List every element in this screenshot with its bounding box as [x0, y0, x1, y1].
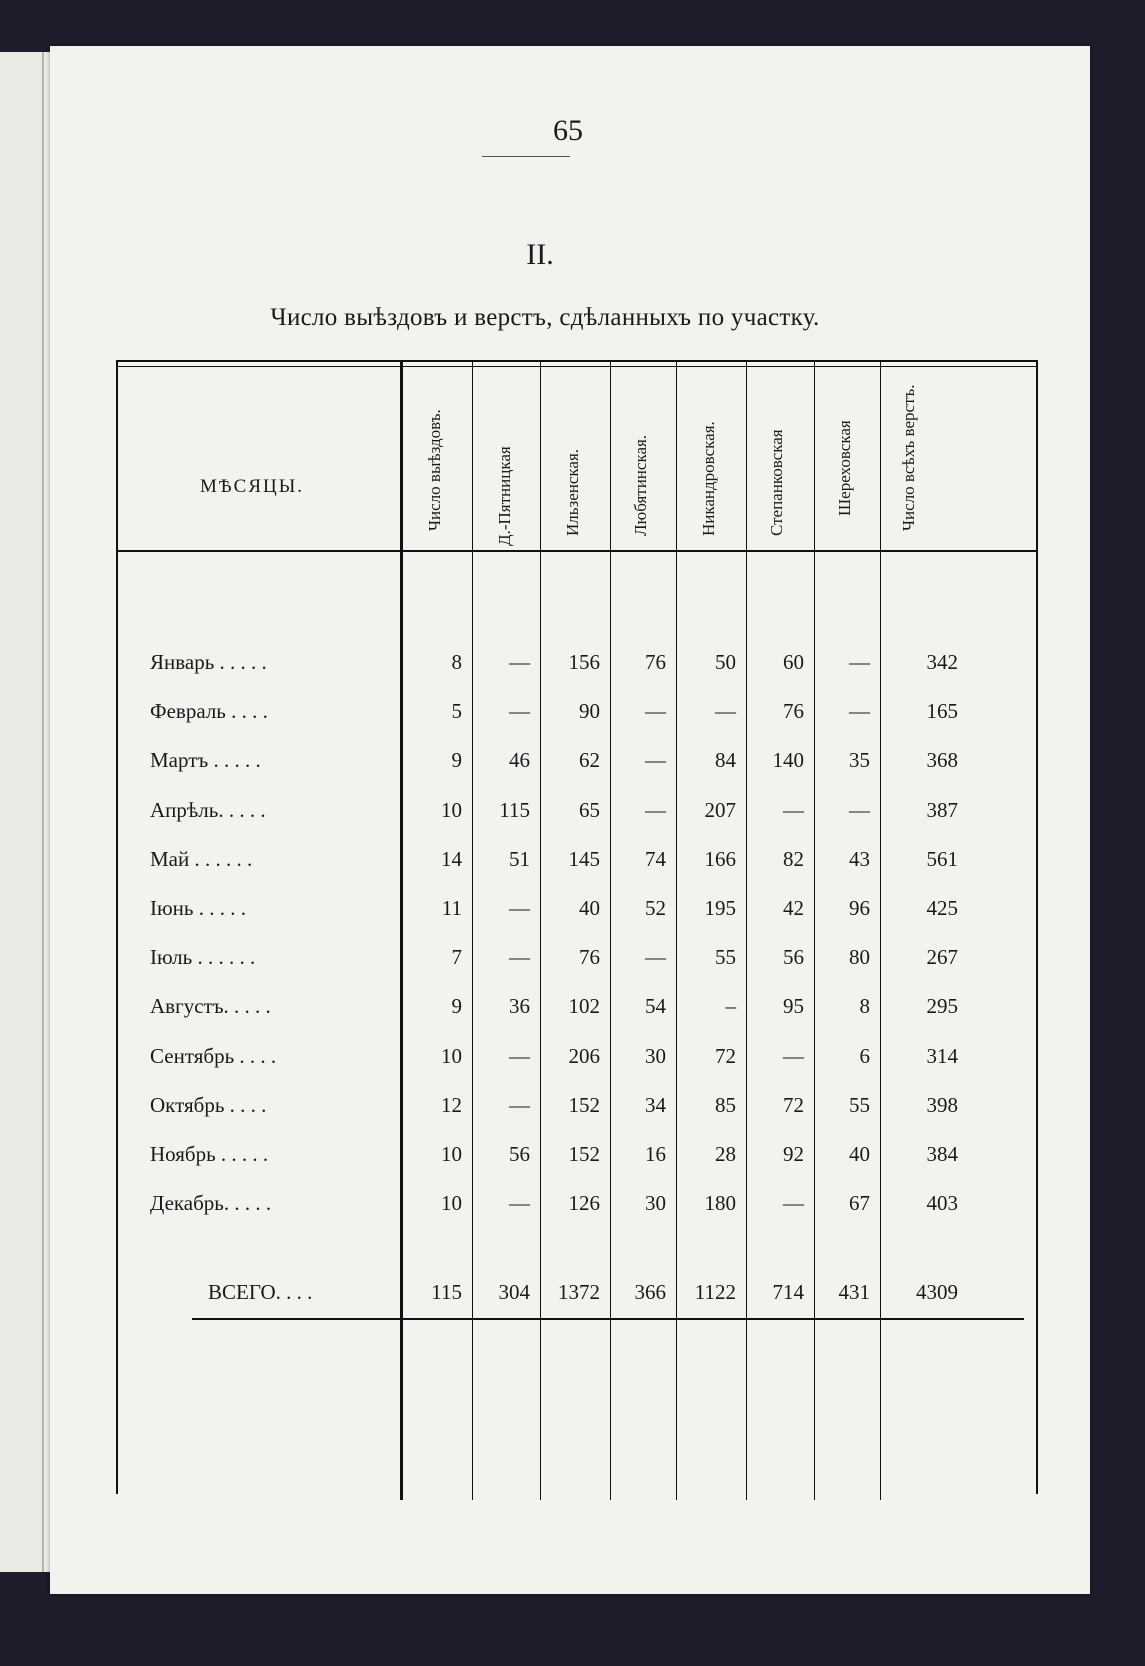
table-cell: 42: [783, 896, 804, 920]
table-cell: 67: [849, 1191, 870, 1216]
table-cell: 85: [715, 1092, 736, 1117]
table-cell: —: [509, 896, 530, 920]
table-row-label: Апрѣль. . . . .: [150, 797, 266, 822]
table-cell: 403: [926, 1191, 958, 1216]
table-cell: 115: [431, 1280, 462, 1304]
column-divider: [610, 360, 611, 1500]
table-cell: —: [509, 699, 530, 724]
table-cell: –: [725, 994, 736, 1019]
table-row-label: Сентябрь . . . .: [150, 1043, 277, 1068]
table-cell: 54: [645, 994, 666, 1019]
table-cell: 76: [783, 699, 804, 724]
facing-page-edge: [0, 52, 50, 1572]
table-right-border: [1036, 360, 1038, 1494]
table-cell: 195: [704, 896, 736, 920]
table-cell: 56: [509, 1142, 530, 1166]
table-cell: —: [509, 1043, 530, 1068]
table-cell: 56: [783, 945, 804, 970]
page-number-rule: [482, 156, 570, 157]
table-cell: 126: [568, 1191, 600, 1216]
table-cell: 102: [568, 994, 600, 1019]
table-cell: —: [715, 699, 736, 724]
table-left-border: [116, 360, 118, 1494]
column-divider: [472, 360, 473, 1500]
document-page: 65 II. Число выѣздовъ и верстъ, сдѣланныхъ по участку. МѢСЯЦЫ. Число выѣздовъ. Д.-Пятницкая Ильзенская. Любятинская. Никандровская. Степанковская Шереховская Число всѣхъ верстъ. Январь . . . . . 8 — 156 76 50 60 — 342 Февраль . . . . 5 — 90 — — 76 — 165 Мартъ . . . . . 9 46 62 — 84 140 35 368 Апрѣль. . . . . 10 115 65 — 207 — — 387 Май . . . . . . 14 51 145 74 166 82 43 561 Іюнь . . . . . 11 — 40 52 195 42 96 425 Іюль . . . . . . 7 — 76 — 55 56 80 267 Августъ. . . . . 9 36 102 54 – 95 8 295 Сентябрь . . . . 10 — 206 30 72 — 6 314 Октябрь . . . . 12 — 152 34 85 72 55 398 Ноябрь . . . . . 10 56 152 16 28 92 40 384 Декабрь. . . . . 10 — 126 30 180 — 67 403 ВСЕГО. . . . 115 304 1372 366 1122 714 431 4309: [50, 46, 1090, 1594]
table-cell: 10: [441, 1043, 462, 1068]
table-cell: 55: [715, 945, 736, 970]
table-cell: 65: [579, 797, 600, 822]
table-cell: 156: [568, 650, 600, 674]
table-cell: 165: [926, 699, 958, 724]
table-cell: 11: [441, 896, 462, 920]
table-row-label: Январь . . . . .: [150, 650, 267, 674]
table-cell: 40: [849, 1142, 870, 1166]
table-cell: 51: [509, 846, 530, 871]
months-column-header: МѢСЯЦЫ.: [200, 476, 305, 497]
table-cell: 1122: [694, 1280, 736, 1304]
table-cell: —: [645, 945, 666, 970]
table-cell: —: [509, 1191, 530, 1216]
table-cell: 6: [859, 1043, 870, 1068]
table-cell: 36: [509, 994, 530, 1019]
table-top-rule: [116, 366, 1038, 367]
table-row-label: Іюнь . . . . .: [150, 896, 246, 920]
table-cell: 398: [926, 1092, 958, 1117]
table-cell: —: [783, 1043, 804, 1068]
table-cell: 9: [451, 994, 462, 1019]
table-cell: —: [849, 797, 870, 822]
table-cell: —: [645, 797, 666, 822]
table-cell: 10: [441, 1142, 462, 1166]
table-cell: 40: [579, 896, 600, 920]
table-cell: —: [509, 945, 530, 970]
table-cell: 152: [568, 1142, 600, 1166]
table-cell: 10: [441, 797, 462, 822]
table-cell: 140: [772, 748, 804, 773]
table-cell: 74: [645, 846, 666, 871]
table-cell: 206: [568, 1043, 600, 1068]
table-row-label: Февраль . . . .: [150, 699, 268, 724]
table-cell: 7: [451, 945, 462, 970]
table-cell: 304: [498, 1280, 530, 1304]
table-cell: 5: [451, 699, 462, 724]
column-divider: [746, 360, 747, 1500]
table-cell: 90: [579, 699, 600, 724]
table-cell: 714: [772, 1280, 804, 1304]
table-row-label: Ноябрь . . . . .: [150, 1142, 269, 1166]
table-cell: —: [645, 748, 666, 773]
table-cell: 14: [441, 846, 462, 871]
table-cell: 92: [783, 1142, 804, 1166]
table-cell: 180: [704, 1191, 736, 1216]
table-cell: —: [849, 650, 870, 674]
table-cell: —: [509, 1092, 530, 1117]
table-cell: 295: [926, 994, 958, 1019]
column-divider: [540, 360, 541, 1500]
table-cell: 28: [715, 1142, 736, 1166]
table-cell: 62: [579, 748, 600, 773]
total-row-label: ВСЕГО. . . .: [208, 1280, 313, 1304]
table-cell: 561: [926, 846, 958, 871]
table-cell: 387: [926, 797, 958, 822]
table-cell: —: [645, 699, 666, 724]
table-row-label: Мартъ . . . . .: [150, 748, 261, 773]
table-cell: 30: [645, 1043, 666, 1068]
table-cell: 115: [499, 797, 530, 822]
table-cell: 342: [926, 650, 958, 674]
table-cell: 76: [645, 650, 666, 674]
table-cell: 4309: [916, 1280, 958, 1304]
table-cell: 43: [849, 846, 870, 871]
table-cell: 1372: [558, 1280, 600, 1304]
table-cell: 84: [715, 748, 736, 773]
table-cell: 52: [645, 896, 666, 920]
table-cell: 35: [849, 748, 870, 773]
table-cell: 50: [715, 650, 736, 674]
table-row-label: Декабрь. . . . .: [150, 1191, 272, 1216]
table-cell: 166: [704, 846, 736, 871]
table-cell: —: [849, 699, 870, 724]
table-cell: 267: [926, 945, 958, 970]
table-cell: 60: [783, 650, 804, 674]
table-cell: 366: [634, 1280, 666, 1304]
table-cell: 55: [849, 1092, 870, 1117]
table-cell: 96: [849, 896, 870, 920]
table-cell: 9: [451, 748, 462, 773]
table-cell: 72: [715, 1043, 736, 1068]
table-cell: 10: [441, 1191, 462, 1216]
table-cell: 16: [645, 1142, 666, 1166]
table-cell: 34: [645, 1092, 666, 1117]
page-number: 65: [553, 114, 583, 147]
table-cell: 46: [509, 748, 530, 773]
table-cell: 145: [568, 846, 600, 871]
table-cell: 12: [441, 1092, 462, 1117]
table-cell: 207: [704, 797, 736, 822]
column-divider: [676, 360, 677, 1500]
table-cell: 152: [568, 1092, 600, 1117]
table-cell: 368: [926, 748, 958, 773]
table-cell: 76: [579, 945, 600, 970]
table-cell: 72: [783, 1092, 804, 1117]
table-cell: 95: [783, 994, 804, 1019]
table-row-label: Октябрь . . . .: [150, 1092, 267, 1117]
section-numeral: II.: [526, 238, 554, 271]
column-divider: [814, 360, 815, 1500]
table-cell: 80: [849, 945, 870, 970]
table-cell: —: [783, 797, 804, 822]
column-divider: [880, 360, 881, 1500]
table-row-label: Май . . . . . .: [150, 846, 253, 871]
column-divider: [400, 360, 403, 1500]
table-cell: 8: [859, 994, 870, 1019]
table-title: Число выѣздовъ и верстъ, сдѣланныхъ по участку.: [270, 304, 820, 331]
table-cell: —: [509, 650, 530, 674]
table-row-label: Августъ. . . . .: [150, 994, 271, 1019]
table-cell: 431: [838, 1280, 870, 1304]
table-row-label: Іюль . . . . . .: [150, 945, 256, 970]
table-cell: 82: [783, 846, 804, 871]
table-cell: 384: [926, 1142, 958, 1166]
table-cell: 30: [645, 1191, 666, 1216]
total-separator-rule: [192, 1318, 1024, 1320]
header-bottom-rule: [116, 550, 1038, 552]
table-cell: —: [783, 1191, 804, 1216]
table-cell: 8: [451, 650, 462, 674]
table-cell: 425: [926, 896, 958, 920]
table-cell: 314: [926, 1043, 958, 1068]
table-top-double-rule: [116, 360, 1038, 362]
